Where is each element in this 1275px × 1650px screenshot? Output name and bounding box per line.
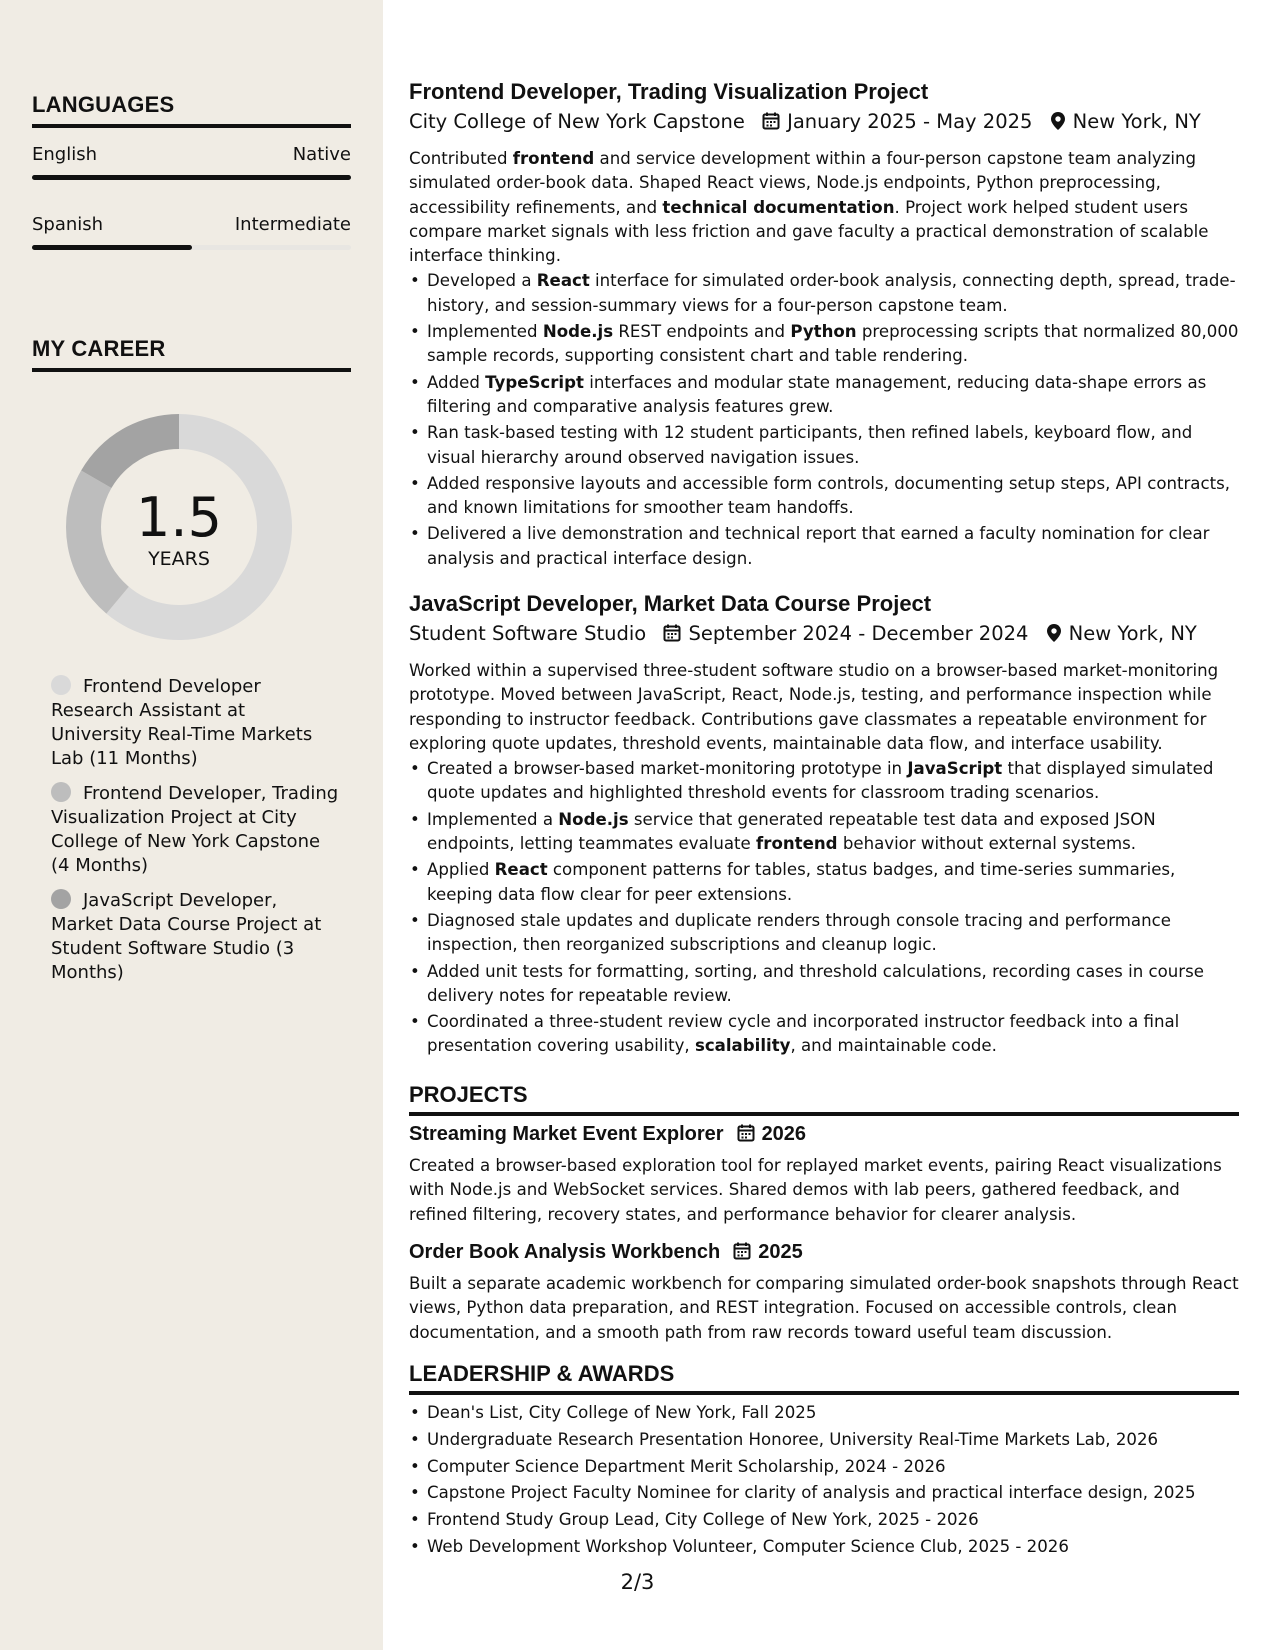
job-title: JavaScript Developer, Market Data Course Project bbox=[409, 591, 932, 616]
leadership-heading: LEADERSHIP & AWARDS bbox=[409, 1361, 1239, 1395]
career-heading: MY CAREER bbox=[32, 336, 351, 372]
job-bullet: • Added TypeScript interfaces and modular state management, reducing data-shape errors as filtering and comparative analysis features grew. bbox=[409, 371, 1239, 420]
career-legend-text: JavaScript Developer, Market Data Course Project at Student Software Studio (3 Months) bbox=[51, 890, 322, 983]
project-year: 2025 bbox=[758, 1241, 803, 1263]
calendar-icon bbox=[761, 111, 781, 139]
job-bullets bbox=[409, 269, 1239, 571]
job-bullet: • Developed a React interface for simulated order-book analysis, connecting depth, spread, trade-history, and session-summary views for a four-person capstone team. bbox=[409, 269, 1239, 318]
main-content bbox=[409, 0, 1239, 1650]
project-title: Order Book Analysis Workbench bbox=[409, 1241, 721, 1263]
map-pin-icon bbox=[1045, 623, 1063, 651]
career-legend-text: Frontend Developer Research Assistant at University Real-Time Markets Lab (11 Months) bbox=[51, 676, 313, 769]
language-proficiency-fill bbox=[32, 245, 192, 250]
job-location: New York, NY bbox=[1068, 622, 1197, 645]
legend-dot bbox=[51, 782, 71, 802]
job-bullet: • Coordinated a three-student review cycle and incorporated instructor feedback into a final presentation covering usability, scalability, and maintainable code. bbox=[409, 1010, 1239, 1059]
career-total-value: 1.5 bbox=[136, 486, 222, 549]
job-dates: September 2024 - December 2024 bbox=[688, 622, 1029, 645]
calendar-icon bbox=[662, 623, 682, 651]
language-proficiency-bar bbox=[32, 245, 351, 250]
job-summary: Worked within a supervised three-student software studio on a browser-based market-monitoring prototype. Moved between JavaScript, React, Node.js, testing, and performance inspection while responding to instructor feedback. Contributions gave classmates a repeatable environment for exploring quote updates, threshold events, maintainable data flow, and interface usability. bbox=[409, 661, 1219, 753]
project-entry bbox=[409, 1121, 1239, 1227]
job-bullet: • Added unit tests for formatting, sorting, and threshold calculations, recording cases in course delivery notes for repeatable review. bbox=[409, 960, 1239, 1009]
project-year: 2026 bbox=[761, 1123, 807, 1145]
projects-heading: PROJECTS bbox=[409, 1082, 1239, 1116]
career-legend-item bbox=[51, 889, 341, 985]
page-number: 2/3 bbox=[620, 1570, 655, 1594]
language-name: Spanish bbox=[32, 214, 104, 235]
career-legend-item bbox=[51, 782, 341, 878]
award-item: • Undergraduate Research Presentation Honoree, University Real-Time Markets Lab, 2026 bbox=[409, 1427, 1239, 1454]
career-total-unit: YEARS bbox=[148, 548, 210, 570]
project-description: Created a browser-based exploration tool for replayed market events, pairing React visualizations with Node.js and WebSocket services. Shared demos with lab peers, gathered feedback, and refined filtering, recovery states, and performance behavior for clearer analysis. bbox=[409, 1156, 1222, 1224]
job-location: New York, NY bbox=[1072, 110, 1201, 133]
legend-dot bbox=[51, 889, 71, 909]
job-bullets bbox=[409, 757, 1239, 1059]
job-bullet: • Delivered a live demonstration and technical report that earned a faculty nomination for clear analysis and practical interface design. bbox=[409, 522, 1239, 571]
award-item: • Web Development Workshop Volunteer, Computer Science Club, 2025 - 2026 bbox=[409, 1534, 1239, 1561]
project-title-row bbox=[409, 1121, 1239, 1150]
award-item: • Computer Science Department Merit Scholarship, 2024 - 2026 bbox=[409, 1454, 1239, 1481]
job-entry bbox=[409, 590, 1239, 1061]
project-title-row bbox=[409, 1239, 1239, 1268]
project-description: Built a separate academic workbench for comparing simulated order-book snapshots through React views, Python data preparation, and REST integration. Focused on accessible controls, clean documentation, and a smooth path from raw records toward useful team discussion. bbox=[409, 1274, 1239, 1342]
project-entry bbox=[409, 1239, 1239, 1345]
language-level: Intermediate bbox=[234, 214, 351, 235]
job-bullet: • Added responsive layouts and accessible form controls, documenting setup steps, API contracts, and known limitations for smoother team handoffs. bbox=[409, 472, 1239, 521]
job-bullet: • Diagnosed stale updates and duplicate renders through console tracing and performance inspection, then reorganized subscriptions and cleanup logic. bbox=[409, 909, 1239, 958]
sidebar bbox=[0, 0, 383, 1650]
job-title: Frontend Developer, Trading Visualization Project bbox=[409, 79, 929, 104]
project-title: Streaming Market Event Explorer bbox=[409, 1123, 724, 1145]
calendar-icon bbox=[732, 1241, 752, 1268]
award-item: • Dean's List, City College of New York, Fall 2025 bbox=[409, 1400, 1239, 1427]
job-bullet: • Implemented Node.js REST endpoints and Python preprocessing scripts that normalized 80,000 sample records, supporting consistent chart and table rendering. bbox=[409, 320, 1239, 369]
languages-heading: LANGUAGES bbox=[32, 92, 351, 128]
job-meta bbox=[409, 108, 1239, 139]
language-level: Native bbox=[292, 144, 351, 165]
career-donut-chart bbox=[66, 414, 292, 640]
career-legend bbox=[51, 675, 341, 996]
career-legend-item bbox=[51, 675, 341, 771]
job-bullet: • Created a browser-based market-monitoring prototype in JavaScript that displayed simulated quote updates and highlighted threshold events for classroom trading scenarios. bbox=[409, 757, 1239, 806]
career-legend-text: Frontend Developer, Trading Visualization Project at City College of New York Capstone (4 Months) bbox=[51, 783, 339, 876]
award-item: • Frontend Study Group Lead, City College of New York, 2025 - 2026 bbox=[409, 1507, 1239, 1534]
awards-list bbox=[409, 1400, 1239, 1561]
job-bullet: • Ran task-based testing with 12 student participants, then refined labels, keyboard flow, and visual hierarchy around observed navigation issues. bbox=[409, 421, 1239, 470]
job-org: City College of New York Capstone bbox=[409, 110, 745, 133]
job-meta bbox=[409, 620, 1239, 651]
donut-segment-2 bbox=[81, 414, 179, 488]
job-org: Student Software Studio bbox=[409, 622, 647, 645]
job-dates: January 2025 - May 2025 bbox=[787, 110, 1033, 133]
legend-dot bbox=[51, 675, 71, 695]
map-pin-icon bbox=[1049, 111, 1067, 139]
job-entry bbox=[409, 78, 1239, 573]
language-proficiency-bar bbox=[32, 175, 351, 180]
language-name: English bbox=[32, 144, 97, 165]
job-bullet: • Applied React component patterns for tables, status badges, and time-series summaries, keeping data flow clear for peer extensions. bbox=[409, 858, 1239, 907]
calendar-icon bbox=[736, 1123, 756, 1150]
job-bullet: • Implemented a Node.js service that generated repeatable test data and exposed JSON endpoints, letting teammates evaluate frontend behavior without external systems. bbox=[409, 808, 1239, 857]
language-proficiency-fill bbox=[32, 175, 351, 180]
job-summary: Contributed frontend and service development within a four-person capstone team analyzing simulated order-book data. Shaped React views, Node.js endpoints, Python preprocessing, accessibility refinements, and technical documentation. Project work helped student users compare market signals with less friction and gave faculty a practical demonstration of scalable interface thinking. bbox=[409, 149, 1209, 266]
award-item: • Capstone Project Faculty Nominee for clarity of analysis and practical interface design, 2025 bbox=[409, 1480, 1239, 1507]
